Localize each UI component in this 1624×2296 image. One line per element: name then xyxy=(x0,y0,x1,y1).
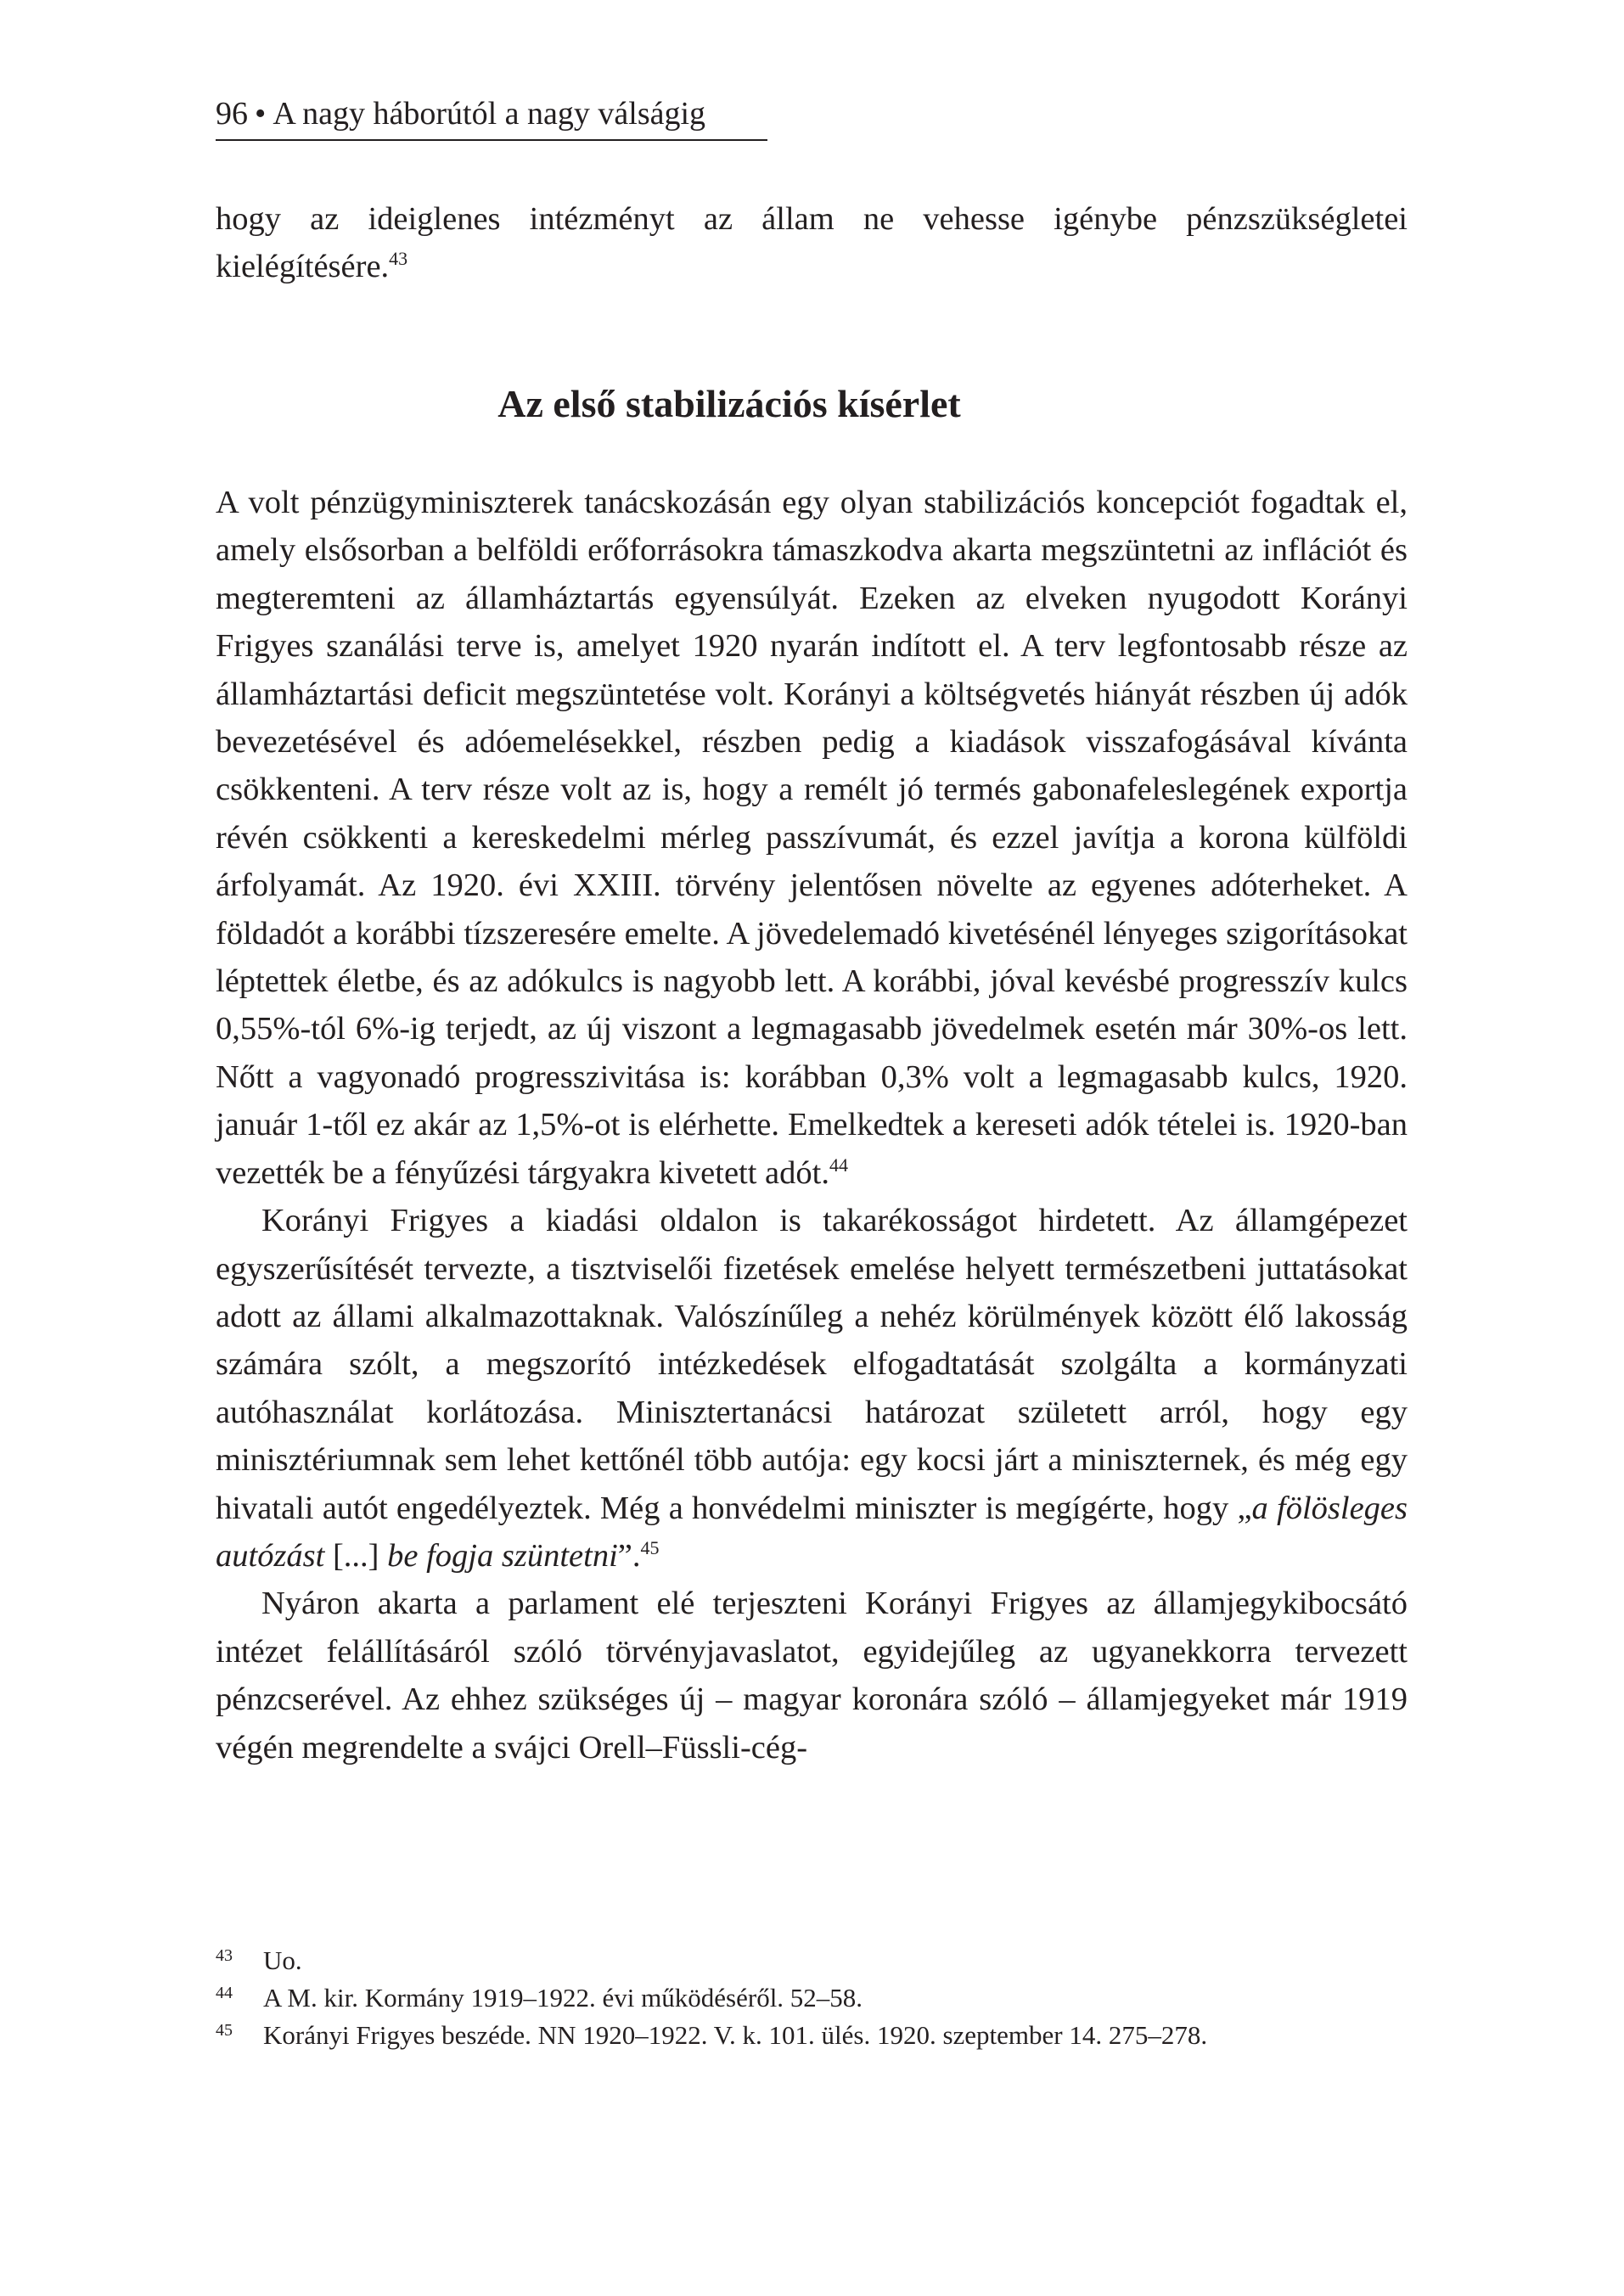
note-ref-44: 44 xyxy=(829,1154,848,1176)
quote-end: ”. xyxy=(617,1537,641,1574)
footnotes xyxy=(216,1942,1408,2054)
continued-paragraph xyxy=(216,195,1408,291)
footnote xyxy=(216,2017,1408,2054)
quote-part-b: be fogja szüntetni xyxy=(387,1537,618,1574)
quote-part-a: a fölösleges autózást xyxy=(216,1490,1408,1574)
page-number: 96 xyxy=(216,96,248,132)
paragraph-2 xyxy=(216,1197,1408,1580)
footnote-text: A M. kir. Kormány 1919–1922. évi működéséről. 52–58. xyxy=(263,1983,863,2013)
running-title: A nagy háborútól a nagy válságig xyxy=(273,96,706,132)
paragraph-3 xyxy=(216,1580,1408,1771)
footnote-number: 44 xyxy=(216,1984,233,2002)
paragraph-2-text: Korányi Frigyes a kiadási oldalon is takarékosságot hirdetett. Az államgépezet egyszerűsítését tervezte, a tisztviselői fizetések emelése helyett természetbeni juttatásokat adott az állami alkalmazottaknak. Valószínűleg a nehéz körülmények között élő lakosság számára szólt, a megszorító intézkedések elfogadtatását szolgálta a kormányzati autóhasználat korlátozása. Minisztertanácsi határozat született arról, hogy egy minisztériumnak sem lehet kettőnél több autója: egy kocsi járt a miniszternek, és még egy hivatali autót engedélyeztek. Még a honvédelmi miniszter is megígérte, hogy „ xyxy=(216,1203,1408,1526)
header-bullet: • xyxy=(255,96,267,132)
footnote-text: Uo. xyxy=(263,1945,302,1975)
footnote-number: 43 xyxy=(216,1946,233,1965)
section-body xyxy=(216,479,1408,1771)
quote-ellipsis: [...] xyxy=(324,1537,388,1574)
continued-text: hogy az ideiglenes intézményt az állam ne vehesse igénybe pénzszükségletei kielégítésére. xyxy=(216,201,1408,285)
running-header xyxy=(216,92,767,141)
paragraph-1-text: A volt pénzügyminiszterek tanácskozásán egy olyan stabilizációs koncepciót fogadtak el, amely elsősorban a belföldi erőforrásokra támaszkodva akarta megszüntetni az inflációt és megteremteni az államháztartás egyensúlyát. Ezeken az elveken nyugodott Korányi Frigyes szanálási terve is, amelyet 1920 nyarán indított el. A terv legfontosabb része az államháztartási deficit megszüntetése volt. Korányi a költségvetés hiányát részben új adók bevezetésével és adóemelésekkel, részben pedig a kiadások visszafogásával kívánta csökkenteni. A terv része volt az is, hogy a remélt jó termés gabonafeleslegének exportja révén csökkenti a kereskedelmi mérleg passzívumát, és ezzel javítja a korona külföldi árfolyamát. Az 1920. évi XXIII. törvény jelentősen növelte az egyenes adóterheket. A földadót a korábbi tízszeresére emelte. A jövedelemadó kivetésénél lényeges szigorításokat léptettek életbe, és az adókulcs is nagyobb lett. A korábbi, jóval kevésbé progresszív kulcs 0,55%-tól 6%-ig terjedt, az új viszont a legmagasabb jövedelmek esetén már 30%-os lett. Nőtt a vagyonadó progresszivitása is: korábban 0,3% volt a legmagasabb kulcs, 1920. január 1-től ez akár az 1,5%-ot is elérhette. Emelkedtek a kereseti adók tételei is. 1920-ban vezették be a fényűzési tárgyakra kivetett adót. xyxy=(216,485,1408,1191)
footnote xyxy=(216,1942,1408,1979)
note-ref-43: 43 xyxy=(389,248,408,270)
paragraph-1 xyxy=(216,479,1408,1197)
paragraph-3-text: Nyáron akarta a parlament elé terjeszteni Korányi Frigyes az államjegykibocsátó intézet felállításáról szóló törvényjavaslatot, egyidejűleg az ugyanekkorra tervezett pénzcserével. Az ehhez szükséges új – magyar koronára szóló – államjegyeket már 1919 végén megrendelte a svájci Orell–Füssli-cég- xyxy=(216,1586,1408,1766)
footnote xyxy=(216,1979,1408,2017)
footnote-number: 45 xyxy=(216,2021,233,2040)
section-title: Az első stabilizációs kísérlet xyxy=(497,382,961,425)
footnote-text: Korányi Frigyes beszéde. NN 1920–1922. V. k. 101. ülés. 1920. szeptember 14. 275–278. xyxy=(263,2020,1208,2050)
note-ref-45: 45 xyxy=(640,1536,660,1558)
